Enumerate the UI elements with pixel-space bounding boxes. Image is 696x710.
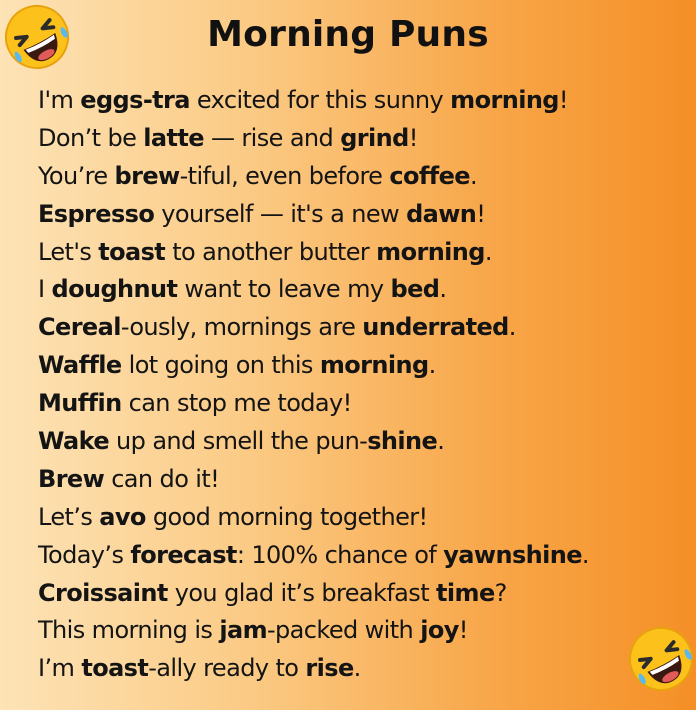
pun-text: You’re	[38, 161, 115, 190]
pun-text: !	[476, 199, 486, 228]
pun-keyword: Cereal	[38, 313, 121, 342]
pun-text: can do it!	[104, 464, 220, 493]
pun-list	[38, 82, 589, 688]
pun-text: lot going on this	[121, 351, 320, 380]
pun-line	[38, 82, 589, 120]
pun-text: Today’s	[38, 540, 131, 569]
pun-keyword: Wake	[38, 427, 110, 456]
pun-text: -tiful, even before	[179, 161, 390, 190]
pun-text: Let's	[38, 237, 99, 266]
pun-keyword: Croissaint	[38, 578, 168, 607]
pun-keyword: Waffle	[38, 351, 122, 380]
pun-text: .	[484, 237, 492, 266]
pun-keyword: forecast	[130, 540, 237, 569]
pun-text: .	[437, 427, 445, 456]
pun-text: I	[38, 275, 52, 304]
pun-line	[38, 309, 589, 347]
pun-keyword: Brew	[38, 464, 105, 493]
pun-keyword: morning	[376, 237, 485, 266]
pun-text: to another butter	[165, 237, 377, 266]
pun-line	[38, 612, 589, 650]
pun-keyword: yawnshine	[443, 540, 582, 569]
pun-keyword: underrated	[362, 313, 509, 342]
pun-text: .	[508, 313, 516, 342]
pun-keyword: rise	[305, 654, 354, 683]
pun-text: -ously, mornings are	[120, 313, 363, 342]
pun-text: -ally ready to	[148, 654, 306, 683]
pun-text: .	[439, 275, 447, 304]
pun-text: — rise and	[203, 123, 341, 152]
pun-line	[38, 499, 589, 537]
pun-keyword: dawn	[406, 199, 477, 228]
pun-text: up and smell the pun-	[109, 427, 368, 456]
pun-line	[38, 120, 589, 158]
pun-keyword: time	[436, 578, 495, 607]
pun-keyword: morning	[450, 86, 559, 114]
pun-text: .	[581, 540, 589, 569]
pun-line	[38, 347, 589, 385]
pun-text: This morning is	[38, 616, 220, 645]
pun-line	[38, 271, 589, 309]
pun-text: !	[408, 123, 418, 152]
pun-text: Let’s	[38, 502, 100, 531]
pun-line	[38, 650, 589, 688]
pun-text: good morning together!	[145, 502, 428, 531]
pun-keyword: jam	[219, 616, 267, 645]
pun-text: .	[353, 654, 361, 683]
pun-line	[38, 537, 589, 575]
pun-keyword: avo	[99, 502, 146, 531]
pun-line	[38, 423, 589, 461]
pun-text: I’m	[38, 654, 82, 683]
pun-text: !	[458, 616, 468, 645]
pun-line	[38, 158, 589, 196]
pun-text: I'm	[38, 86, 81, 114]
pun-keyword: morning	[319, 351, 429, 380]
pun-text: Don’t be	[38, 123, 144, 152]
pun-text: .	[428, 351, 436, 380]
pun-line	[38, 385, 589, 423]
pun-keyword: bed	[390, 275, 440, 304]
pun-text: !	[558, 86, 568, 114]
pun-text: yourself — it's a new	[154, 199, 407, 228]
pun-keyword: joy	[420, 616, 459, 645]
pun-keyword: Muffin	[38, 389, 122, 418]
pun-line	[38, 196, 589, 234]
pun-keyword: latte	[143, 123, 204, 152]
pun-keyword: shine	[367, 427, 438, 456]
pun-text: -packed with	[266, 616, 421, 645]
pun-keyword: toast	[98, 237, 166, 266]
pun-keyword: grind	[340, 123, 409, 152]
pun-keyword: eggs-tra	[80, 86, 190, 114]
pun-text: you glad it’s breakfast	[167, 578, 437, 607]
pun-keyword: doughnut	[51, 275, 178, 304]
pun-keyword: Espresso	[38, 199, 155, 228]
pun-text: can stop me today!	[121, 389, 352, 418]
pun-line	[38, 234, 589, 272]
pun-keyword: brew	[114, 161, 180, 190]
pun-keyword: toast	[81, 654, 149, 683]
pun-text: : 100% chance of	[236, 540, 444, 569]
pun-text: ?	[494, 578, 507, 607]
page-title: Morning Puns	[207, 14, 489, 55]
pun-keyword: coffee	[389, 161, 470, 190]
pun-text: .	[469, 161, 477, 190]
pun-line	[38, 461, 589, 499]
pun-text: want to leave my	[177, 275, 391, 304]
pun-line	[38, 575, 589, 613]
pun-text: excited for this sunny	[189, 86, 451, 114]
rolling-on-the-floor-laughing-icon	[614, 612, 696, 707]
